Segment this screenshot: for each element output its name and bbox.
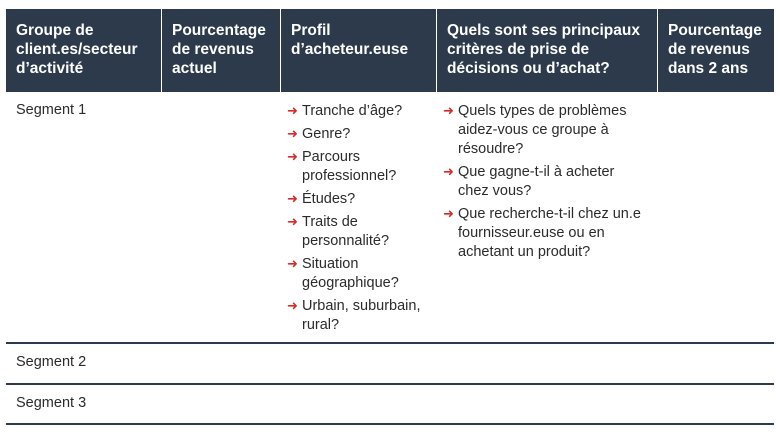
criteria-list [443,102,643,266]
arrow-right-icon: ➜ [287,257,298,272]
arrow-right-icon: ➜ [287,299,298,314]
list-item: ➜ Traits de personnalité? [287,214,390,249]
list-item: ➜ Que recherche-t-il chez un.e fournisseur.euse ou en achetant un produit? [443,206,641,260]
arrow-right-icon: ➜ [287,127,298,142]
segment-3-label: Segment 3 [16,395,87,411]
list-item: ➜ Quels types de problèmes aidez-vous ce groupe à résoudre? [443,103,627,157]
arrow-right-icon: ➜ [443,104,454,119]
header-buyer-profile: Profil d’acheteur.euse [280,9,436,92]
arrow-right-icon: ➜ [443,207,454,222]
list-item: ➜ Genre? [287,126,351,142]
arrow-right-icon: ➜ [443,165,454,180]
row-divider [6,423,774,425]
header-decision-criteria: Quels sont ses principaux critères de prise de décisions ou d’achat? [436,9,657,92]
segment-2-label: Segment 2 [16,354,87,370]
list-item: ➜ Situation géographique? [287,256,399,291]
segment-1-label: Segment 1 [16,102,87,118]
row-divider [6,383,774,385]
list-item: ➜ Parcours professionnel? [287,149,397,184]
arrow-right-icon: ➜ [287,150,298,165]
list-item: ➜ Urbain, suburbain, rural? [287,298,421,333]
header-segment: Groupe de client.es/secteur d’activité [16,22,138,77]
list-item: ➜ Que gagne-t-il à acheter chez vous? [443,164,615,199]
profile-list [287,102,432,339]
row-divider [6,342,774,344]
arrow-right-icon: ➜ [287,215,298,230]
arrow-right-icon: ➜ [287,104,298,119]
list-item: ➜ Tranche d’âge? [287,103,403,119]
header-current-revenue: Pourcentage de revenus actuel [161,9,280,92]
list-item: ➜ Études? [287,191,356,207]
arrow-right-icon: ➜ [287,192,298,207]
header-future-revenue: Pourcentage de revenus dans 2 ans [657,9,774,92]
